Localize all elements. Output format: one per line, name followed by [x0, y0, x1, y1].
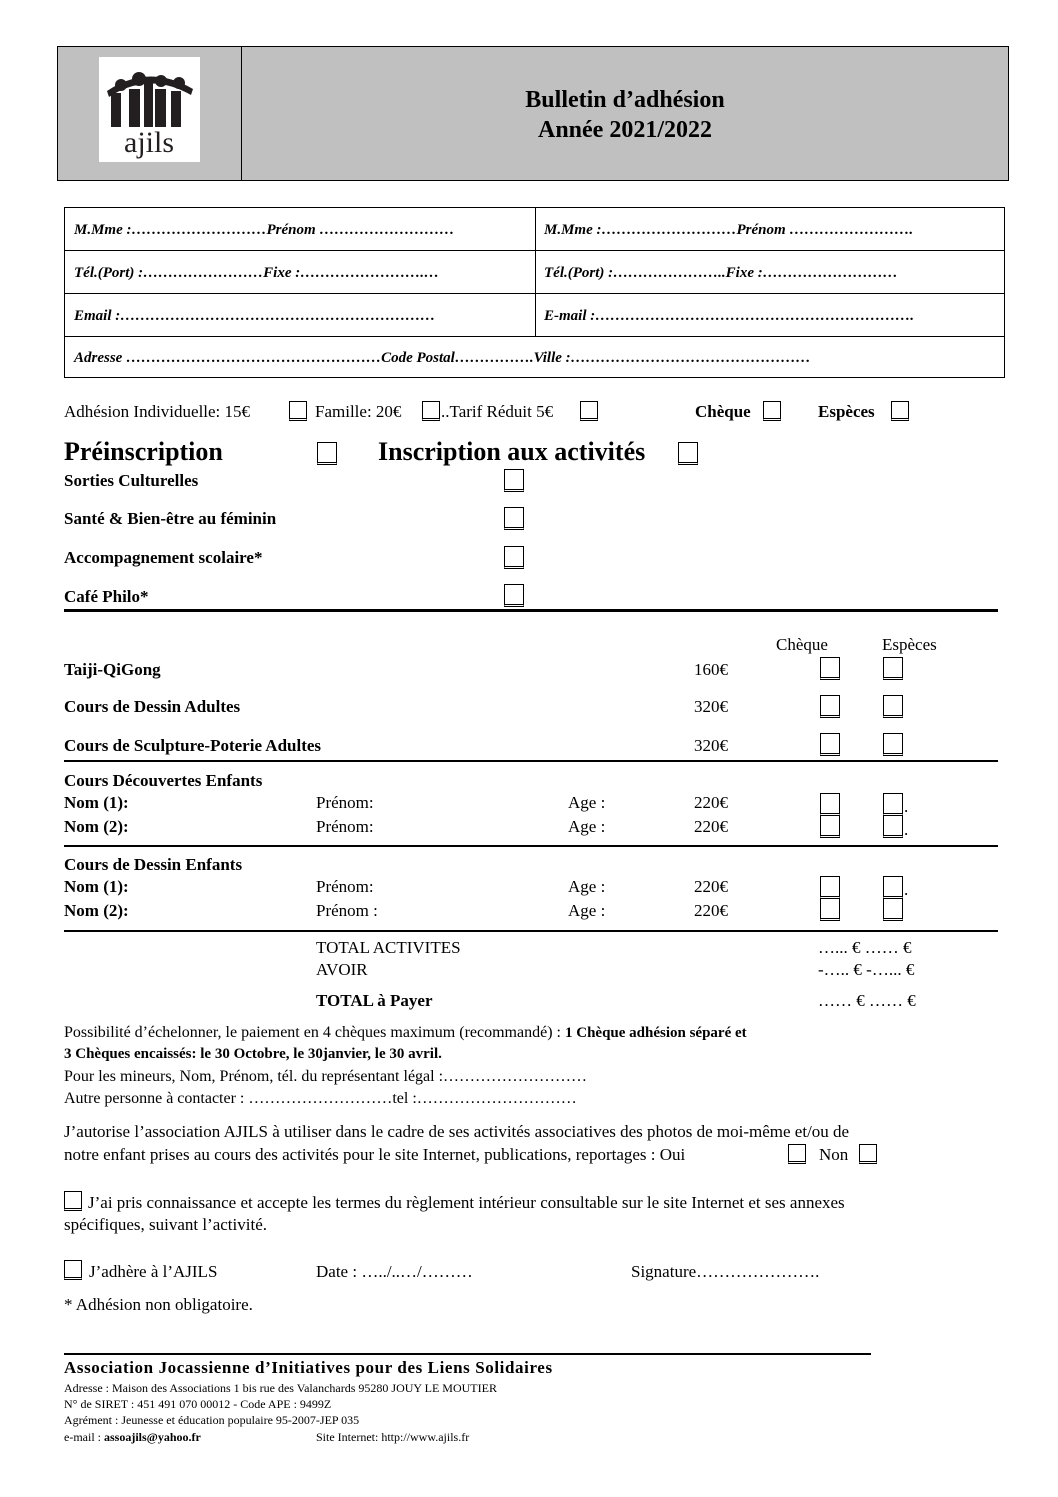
activity-taiji: Taiji-QiGong: [64, 660, 161, 679]
kids-discovery-prenom-2[interactable]: Prénom:: [316, 817, 374, 836]
total-payer-value[interactable]: …… € …… €: [818, 991, 916, 1010]
kids-discovery-price-1: 220€: [694, 793, 728, 812]
kids-drawing-age-1[interactable]: Age :: [568, 877, 606, 896]
rules-line-1: J’ai pris connaissance et accepte les termes du règlement intérieur consultable sur le site Internet et ses annexes: [88, 1193, 845, 1212]
contact-address[interactable]: Adresse ……………………………………………Code Postal…………….Ville :…………………………………………: [74, 350, 811, 366]
activity-taiji-price: 160€: [694, 660, 728, 679]
logo-cell: [58, 47, 242, 180]
total-activites-label: TOTAL ACTIVITES: [316, 938, 461, 957]
pre-item-cafe-philo-checkbox[interactable]: [504, 584, 524, 607]
kids-drawing-nom-1: [64, 877, 129, 897]
divider: [64, 930, 998, 932]
payment-line-4[interactable]: Autre personne à contacter : ………………………tel :…………………………: [64, 1090, 577, 1107]
activity-dessin-adultes-especes-checkbox[interactable]: [883, 695, 903, 718]
inscription-heading: Inscription aux activités: [378, 437, 646, 466]
footer-email-link[interactable]: assoajils@yahoo.fr: [103, 1430, 201, 1444]
payment-cheque-note: 1 Chèque adhésion séparé et: [564, 1025, 747, 1041]
total-payer-label: TOTAL à Payer: [316, 991, 433, 1010]
pre-item-sante: Santé & Bien-être au féminin: [64, 509, 277, 528]
contact-email-2[interactable]: E-mail :……………………………………………………….: [544, 308, 914, 324]
contact-name-2[interactable]: M.Mme :………………………Prénom …………………….: [544, 222, 914, 238]
kids-drawing-price-1: 220€: [694, 877, 728, 896]
kids-discovery-age-2[interactable]: Age :: [568, 817, 606, 836]
payment-line-1: [64, 1024, 747, 1042]
kids-discovery-dot-1: .: [904, 797, 909, 816]
divider: [64, 760, 998, 762]
membership-especes-checkbox[interactable]: [891, 401, 909, 421]
kids-discovery-title: Cours Découvertes Enfants: [64, 771, 263, 790]
signature-field[interactable]: Signature………………….: [631, 1262, 820, 1281]
activity-dessin-adultes-cheque-checkbox[interactable]: [820, 695, 840, 718]
ajils-logo: [99, 57, 200, 162]
avoir-value[interactable]: -….. € -…... €: [818, 960, 915, 979]
kids-drawing-title: Cours de Dessin Enfants: [64, 855, 243, 874]
kids-drawing-1-cheque-checkbox[interactable]: [820, 876, 840, 899]
footer-org-name: Association Jocassienne d’Initiatives pour des Liens Solidaires: [64, 1358, 553, 1377]
inscription-checkbox[interactable]: [678, 442, 698, 465]
kids-drawing-dot-1: .: [904, 880, 909, 899]
contact-name-1[interactable]: M.Mme :………………………Prénom ………………………: [74, 222, 455, 238]
membership-individual-label: Adhésion Individuelle: 15€: [64, 402, 251, 421]
kids-discovery-2-especes-checkbox[interactable]: [883, 815, 903, 838]
rules-checkbox[interactable]: [64, 1191, 82, 1211]
kids-discovery-nom-1: [64, 793, 129, 813]
nom-label: Nom (1):: [64, 877, 129, 896]
adhere-label: J’adhère à l’AJILS: [89, 1262, 218, 1281]
footer-siret: N° de SIRET : 451 491 070 00012 - Code APE : 9499Z: [64, 1397, 332, 1411]
kids-drawing-age-2[interactable]: Age :: [568, 901, 606, 920]
preinscription-checkbox[interactable]: [317, 442, 337, 465]
footer-website[interactable]: Site Internet: http://www.ajils.fr: [316, 1430, 470, 1444]
pre-item-cafe-philo: Café Philo*: [64, 587, 149, 606]
kids-discovery-2-cheque-checkbox[interactable]: [820, 815, 840, 838]
pre-item-sorties: Sorties Culturelles: [64, 471, 199, 490]
activity-taiji-especes-checkbox[interactable]: [883, 657, 903, 680]
nom-label: Nom (1):: [64, 793, 129, 812]
payment-line-3[interactable]: Pour les mineurs, Nom, Prénom, tél. du représentant légal :………………………: [64, 1068, 588, 1085]
activity-sculpture-price: 320€: [694, 736, 728, 755]
activity-sculpture-cheque-checkbox[interactable]: [820, 733, 840, 756]
activity-dessin-adultes-price: 320€: [694, 697, 728, 716]
kids-discovery-1-especes-checkbox[interactable]: [883, 793, 903, 816]
activity-dessin-adultes: Cours de Dessin Adultes: [64, 697, 241, 716]
kids-drawing-1-especes-checkbox[interactable]: [883, 876, 903, 899]
rules-line-2: spécifiques, suivant l’activité.: [64, 1215, 267, 1234]
svg-text:ajils: ajils: [124, 126, 174, 159]
adhere-checkbox[interactable]: [64, 1260, 82, 1280]
kids-discovery-1-cheque-checkbox[interactable]: [820, 793, 840, 816]
photo-consent-non-label: Non: [819, 1145, 849, 1164]
kids-drawing-prenom-2[interactable]: Prénom :: [316, 901, 378, 920]
kids-discovery-price-2: 220€: [694, 817, 728, 836]
footer-address: Adresse : Maison des Associations 1 bis rue des Valanchards 95280 JOUY LE MOUTIER: [64, 1381, 497, 1395]
activity-sculpture: Cours de Sculpture-Poterie Adultes: [64, 736, 322, 755]
pre-item-accompagnement-checkbox[interactable]: [504, 546, 524, 569]
nom-label: Nom (2):: [64, 901, 129, 920]
contact-phone-1[interactable]: Tél.(Port) :……………………Fixe :…………………….…: [74, 265, 439, 281]
kids-discovery-dot-2: .: [904, 820, 909, 839]
form-year: Année 2021/2022: [538, 117, 712, 143]
footer-email: [64, 1430, 201, 1445]
pre-item-sante-checkbox[interactable]: [504, 507, 524, 530]
header: [57, 46, 1009, 181]
membership-cheque-checkbox[interactable]: [763, 401, 781, 421]
kids-drawing-price-2: 220€: [694, 901, 728, 920]
preinscription-heading: Préinscription: [64, 437, 223, 466]
activity-sculpture-especes-checkbox[interactable]: [883, 733, 903, 756]
contact-phone-2[interactable]: Tél.(Port) :…………………..Fixe :………………………: [544, 265, 898, 281]
nom-label: Nom (2):: [64, 817, 129, 836]
contact-grid: [64, 207, 1005, 378]
photo-consent-oui-checkbox[interactable]: [788, 1144, 806, 1164]
pre-item-accompagnement: Accompagnement scolaire*: [64, 548, 263, 567]
kids-discovery-nom-2: [64, 817, 129, 837]
form-title: Bulletin d’adhésion: [525, 87, 725, 113]
adhesion-note: * Adhésion non obligatoire.: [64, 1295, 253, 1314]
kids-drawing-nom-2: [64, 901, 129, 921]
membership-reduced-checkbox[interactable]: [580, 401, 598, 421]
payment-text: Possibilité d’échelonner, le paiement en 4 chèques maximum (recommandé) :: [64, 1024, 565, 1041]
photo-consent-non-checkbox[interactable]: [859, 1144, 877, 1164]
payment-line-2: 3 Chèques encaissés: le 30 Octobre, le 30janvier, le 30 avril.: [64, 1046, 442, 1062]
ajils-logo-icon: [99, 57, 200, 162]
activity-taiji-cheque-checkbox[interactable]: [820, 657, 840, 680]
footer-agrement: Agrément : Jeunesse et éducation populaire 95-2007-JEP 035: [64, 1413, 360, 1427]
kids-drawing-2-cheque-checkbox[interactable]: [820, 898, 840, 921]
membership-cheque-label: Chèque: [695, 402, 751, 421]
footer-email-label: e-mail :: [64, 1430, 104, 1444]
photo-consent-line-2: notre enfant prises au cours des activités pour le site Internet, publications, reportages : Oui: [64, 1145, 686, 1164]
pre-item-sorties-checkbox[interactable]: [504, 469, 524, 492]
membership-especes-label: Espèces: [818, 402, 875, 421]
membership-family-label: Famille: 20€: [315, 402, 402, 421]
avoir-label: AVOIR: [316, 960, 368, 979]
membership-family-checkbox[interactable]: [422, 401, 440, 421]
kids-discovery-age-1[interactable]: Age :: [568, 793, 606, 812]
kids-drawing-prenom-1[interactable]: Prénom:: [316, 877, 374, 896]
membership-reduced-label: ..Tarif Réduit 5€: [441, 402, 554, 421]
membership-individual-checkbox[interactable]: [289, 401, 307, 421]
col-cheque-header: Chèque: [776, 635, 828, 654]
kids-drawing-2-especes-checkbox[interactable]: [883, 898, 903, 921]
date-field[interactable]: Date : …../..…/………: [316, 1262, 473, 1281]
kids-discovery-prenom-1[interactable]: Prénom:: [316, 793, 374, 812]
divider: [64, 609, 998, 612]
contact-email-1[interactable]: Email :………………………………………………………: [74, 308, 436, 324]
footer-divider: [64, 1353, 871, 1355]
divider: [64, 845, 998, 847]
total-activites-value[interactable]: …... € …… €: [818, 938, 912, 957]
col-especes-header: Espèces: [882, 635, 937, 654]
photo-consent-line-1: J’autorise l’association AJILS à utiliser dans le cadre de ses activités associatives des photos de moi-même et/ou de: [64, 1122, 850, 1141]
